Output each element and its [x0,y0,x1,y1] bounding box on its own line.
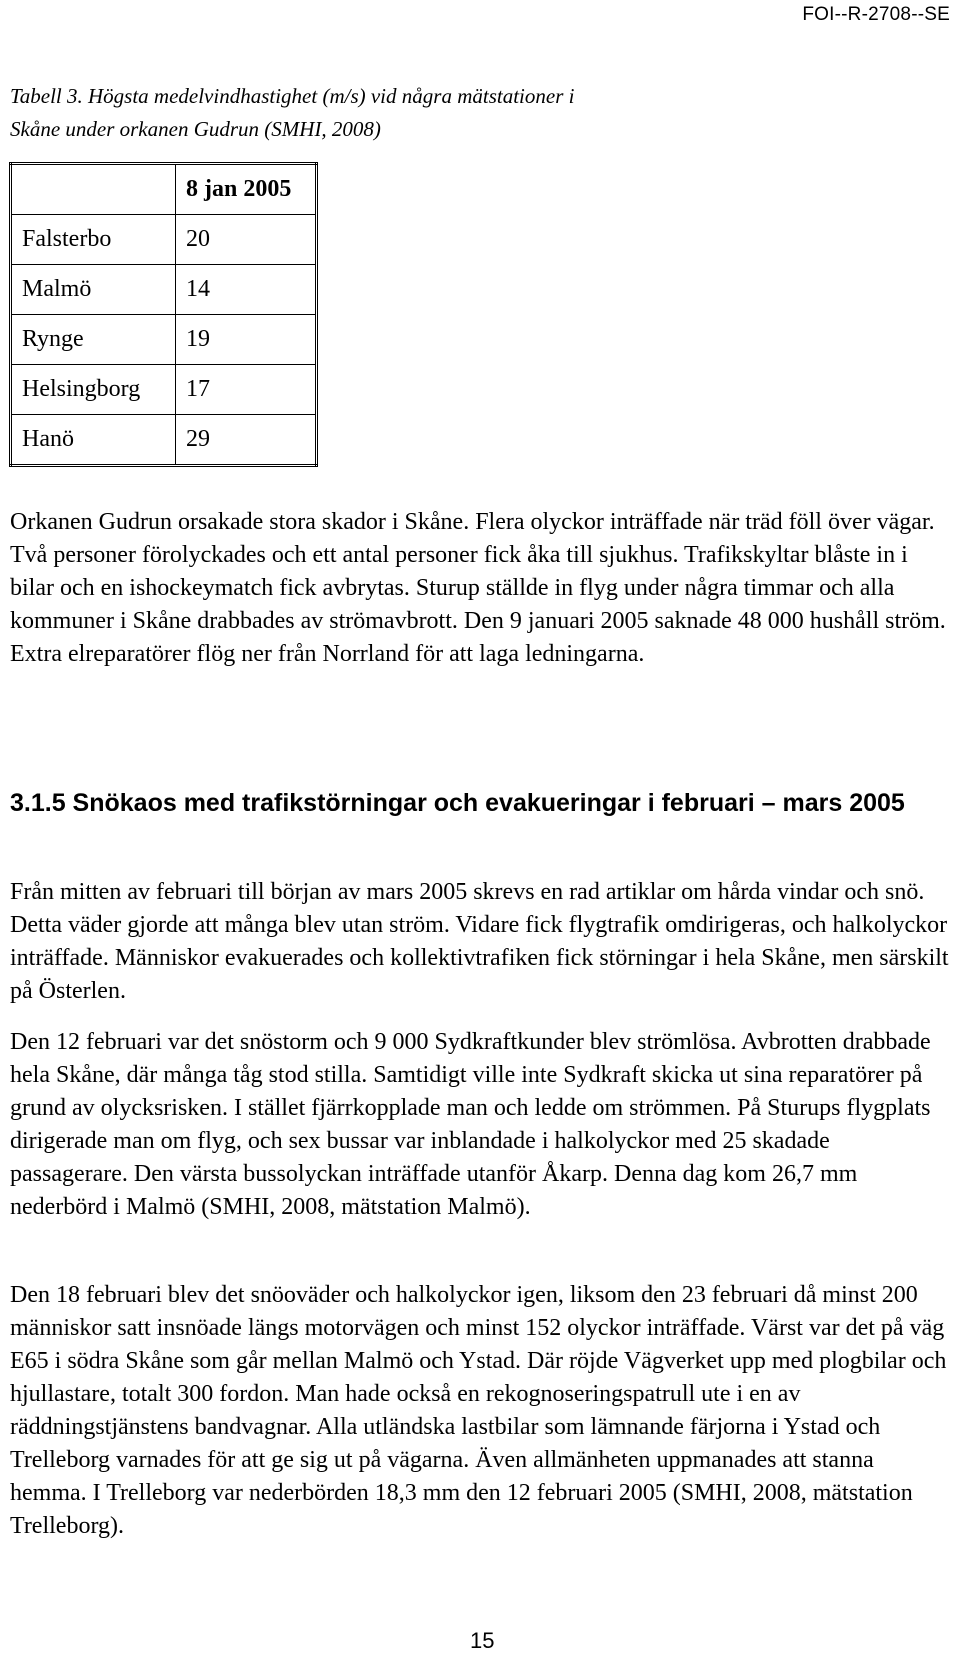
wind-speed-value: 19 [176,315,317,365]
table-header-row [11,164,317,215]
section-heading: 3.1.5 Snökaos med trafikstörningar och evakueringar i februari – mars 2005 [10,789,905,817]
station-name: Malmö [11,265,176,315]
wind-speed-table [9,162,318,467]
table-row [11,365,317,415]
table-corner-cell [11,164,176,215]
document-reference: FOI--R-2708--SE [802,4,950,25]
table-row [11,215,317,265]
table-row [11,315,317,365]
table-row [11,415,317,466]
station-name: Helsingborg [11,365,176,415]
wind-speed-value: 17 [176,365,317,415]
table-row [11,265,317,315]
intro-paragraph: Orkanen Gudrun orsakade stora skador i Skåne. Flera olyckor inträffade när träd föll över vägar. Två personer förolyckades och ett antal personer fick åka till sjukhus. Trafikskyltar blåste in i bilar och en ishockeymatch fick avbrytas. Sturup ställde in flyg under några timmar och alla kommuner i Skåne drabbades av strömavbrott. Den 9 januari 2005 saknade 48 000 hushåll ström. Extra elreparatörer flög ner från Norrland för att laga ledningarna. [10,509,946,667]
wind-speed-value: 20 [176,215,317,265]
table-caption: Tabell 3. Högsta medelvindhastighet (m/s) vid några mätstationer i Skåne under orkanen Gudrun (SMHI, 2008) [10,84,575,141]
page-number: 15 [470,1628,495,1653]
station-name: Hanö [11,415,176,466]
station-name: Rynge [11,315,176,365]
station-name: Falsterbo [11,215,176,265]
wind-speed-value: 14 [176,265,317,315]
body-paragraph: Den 18 februari blev det snöoväder och halkolyckor igen, liksom den 23 februari då minst 200 människor satt insnöade längs motorvägen och minst 152 olyckor inträffade. Värst var det på väg E65 i södra Skåne som går mellan Malmö och Ystad. Där röjde Vägverket upp med plogbilar och hjullastare, totalt 300 fordon. Man hade också en rekognoseringspatrull ute i en av räddningstjänstens bandvagnar. Alla utländska lastbilar som lämnande färjorna i Ystad och Trelleborg varnades för att ge sig ut på vägarna. Även allmänheten uppmanades att stanna hemma. I Trelleborg var nederbörden 18,3 mm den 12 februari 2005 (SMHI, 2008, mätstation Trelleborg). [10,1282,947,1539]
body-paragraph: Från mitten av februari till början av mars 2005 skrevs en rad artiklar om hårda vindar och snö. Detta väder gjorde att många blev utan ström. Vidare fick flygtrafik omdirigeras, och halkolyckor inträffade. Människor evakuerades och kollektivtrafiken fick störningar i hela Skåne, men särskilt på Österlen. [10,879,949,1004]
table-column-header: 8 jan 2005 [176,164,317,215]
wind-speed-value: 29 [176,415,317,466]
body-paragraph: Den 12 februari var det snöstorm och 9 000 Sydkraftkunder blev strömlösa. Avbrotten drabbade hela Skåne, där många tåg stod stilla. Samtidigt ville inte Sydkraft skicka ut sina reparatörer på grund av olycksrisken. I stället fjärrkopplade man och ledde om strömmen. På Sturups flygplats dirigerade man om flyg, och sex bussar var inblandade i halkolyckor med 25 skadade passagerare. Den värsta bussolyckan inträffade utanför Åkarp. Denna dag kom 26,7 mm nederbörd i Malmö (SMHI, 2008, mätstation Malmö). [10,1029,931,1220]
